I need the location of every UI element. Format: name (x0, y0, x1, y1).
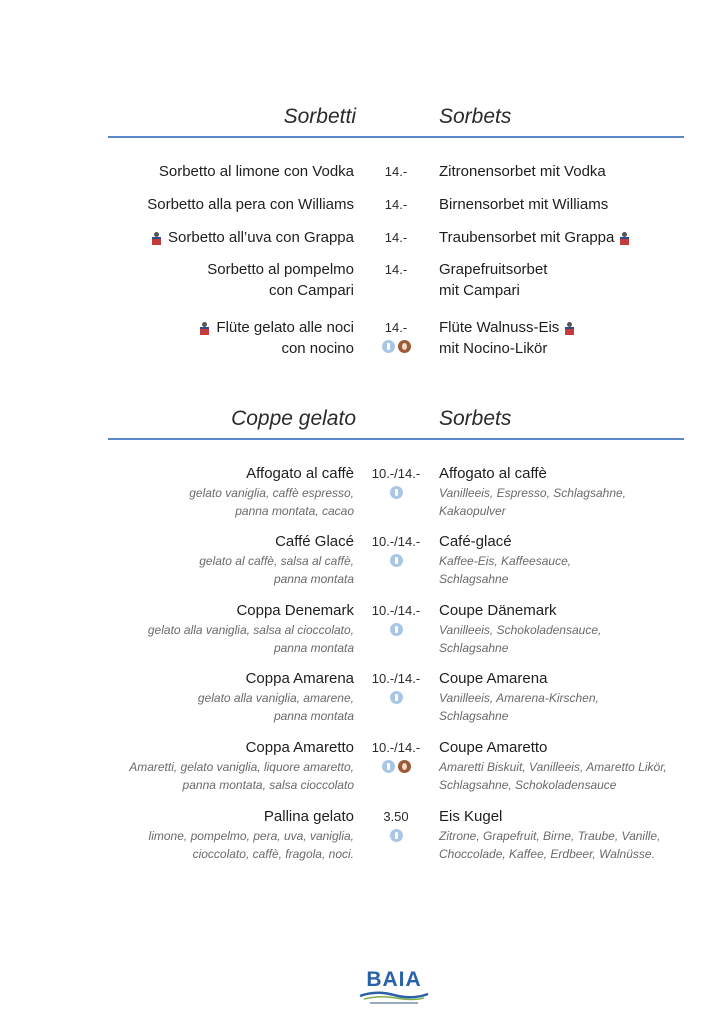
section-divider (108, 136, 684, 138)
item-desc-it: cioccolato, caffè, fragola, noci. (192, 847, 354, 861)
item-name-de: Café-glacé (439, 533, 512, 550)
item-desc-it: panna montata, cacao (235, 504, 354, 518)
item-name-it: Sorbetto al limone con Vodka (158, 163, 354, 180)
item-desc-de: Amaretti Biskuit, Vanilleeis, Amaretto Likör, (439, 760, 667, 774)
item-name-it: Coppa Amarena (245, 670, 354, 687)
item-name-it: Affogato al caffè (246, 465, 354, 482)
flag-icon (198, 321, 212, 336)
section-title-it-sorbetti: Sorbetti (283, 105, 356, 128)
item-price: 14.- (384, 230, 408, 245)
item-name-de-line2: mit Campari (439, 282, 520, 299)
item-name-it: Sorbetto alla pera con Williams (147, 196, 354, 213)
item-price: 3.50 (383, 809, 409, 824)
nut-allergen-icon (398, 340, 411, 353)
item-desc-de: Schlagsahne (439, 572, 509, 586)
item-desc-it: limone, pompelmo, pera, uva, vaniglia, (148, 829, 354, 843)
item-desc-de: Kaffee-Eis, Kaffeesauce, (439, 554, 572, 568)
logo-text: BAIA (366, 968, 422, 991)
flag-icon (618, 231, 632, 246)
item-desc-it: gelato al caffè, salsa al caffè, (199, 554, 354, 568)
section-title-it-coppe-gelato: Coppe gelato (231, 407, 356, 430)
flag-icon (150, 231, 164, 246)
item-name-de: Coupe Amarena (439, 670, 548, 687)
item-desc-it: panna montata, salsa cioccolato (182, 778, 354, 792)
milk-allergen-icon (382, 340, 395, 353)
item-price: 10.-/14.- (371, 534, 421, 549)
item-name-de: Zitronensorbet mit Vodka (439, 163, 606, 180)
section-title-de-sorbets: Sorbets (439, 407, 512, 430)
nut-allergen-icon (398, 760, 411, 773)
item-name-de: Coupe Amaretto (439, 739, 548, 756)
wave-icon (356, 968, 432, 1008)
item-desc-de: Schlagsahne (439, 709, 509, 723)
item-name-it: Sorbetto al pompelmo (207, 261, 354, 278)
section-title-de-sorbets: Sorbets (439, 105, 512, 128)
item-name-de-line2: mit Nocino-Likör (439, 340, 548, 357)
item-name-it: Sorbetto all’uva con Grappa (168, 229, 354, 246)
milk-allergen-icon (390, 623, 403, 636)
item-desc-it: gelato alla vaniglia, amarene, (197, 691, 354, 705)
item-price: 10.-/14.- (371, 740, 421, 755)
item-name-it: Coppa Denemark (236, 602, 354, 619)
item-price: 14.- (384, 164, 408, 179)
item-name-it: Coppa Amaretto (245, 739, 354, 756)
item-name-de: Coupe Dänemark (439, 602, 557, 619)
item-desc-de: Kakaopulver (439, 504, 506, 518)
milk-allergen-icon (390, 554, 403, 567)
milk-allergen-icon (390, 829, 403, 842)
item-desc-de: Choccolade, Kaffee, Erdbeer, Walnüsse. (439, 847, 655, 861)
milk-allergen-icon (382, 760, 395, 773)
item-name-de: Birnensorbet mit Williams (439, 196, 609, 213)
item-name-de: Eis Kugel (439, 808, 503, 825)
item-desc-it: panna montata (273, 641, 354, 655)
item-name-de: Traubensorbet mit Grappa (439, 229, 615, 246)
item-desc-de: Vanilleeis, Espresso, Schlagsahne, (439, 486, 626, 500)
item-desc-it: Amaretti, gelato vaniglia, liquore amaretto, (129, 760, 354, 774)
section-divider (108, 438, 684, 440)
item-name-it-line2: con Campari (268, 282, 354, 299)
item-desc-it: gelato alla vaniglia, salsa al cioccolato, (147, 623, 354, 637)
item-desc-it: panna montata (273, 709, 354, 723)
item-name-it: Caffé Glacé (275, 533, 354, 550)
milk-allergen-icon (390, 691, 403, 704)
item-price: 14.- (384, 262, 408, 277)
flag-icon (563, 321, 577, 336)
item-desc-de: Vanilleeis, Amarena-Kirschen, (439, 691, 599, 705)
item-desc-de: Zitrone, Grapefruit, Birne, Traube, Vanille, (439, 829, 661, 843)
item-desc-de: Schlagsahne (439, 641, 509, 655)
item-desc-de: Vanilleeis, Schokoladensauce, (439, 623, 602, 637)
item-name-de: Flüte Walnuss-Eis (439, 319, 560, 336)
baia-logo (356, 968, 432, 1008)
item-price: 14.- (384, 320, 408, 335)
item-name-it: Flüte gelato alle noci (216, 319, 354, 336)
item-desc-it: panna montata (273, 572, 354, 586)
item-price: 10.-/14.- (371, 671, 421, 686)
item-price: 10.-/14.- (371, 466, 421, 481)
item-name-de: Grapefruitsorbet (439, 261, 548, 278)
milk-allergen-icon (390, 486, 403, 499)
item-price: 14.- (384, 197, 408, 212)
item-desc-de: Schlagsahne, Schokoladensauce (439, 778, 617, 792)
item-name-it-line2: con nocino (281, 340, 354, 357)
item-price: 10.-/14.- (371, 603, 421, 618)
item-desc-it: gelato vaniglia, caffè espresso, (189, 486, 354, 500)
item-name-it: Pallina gelato (263, 808, 354, 825)
item-name-de: Affogato al caffè (439, 465, 547, 482)
